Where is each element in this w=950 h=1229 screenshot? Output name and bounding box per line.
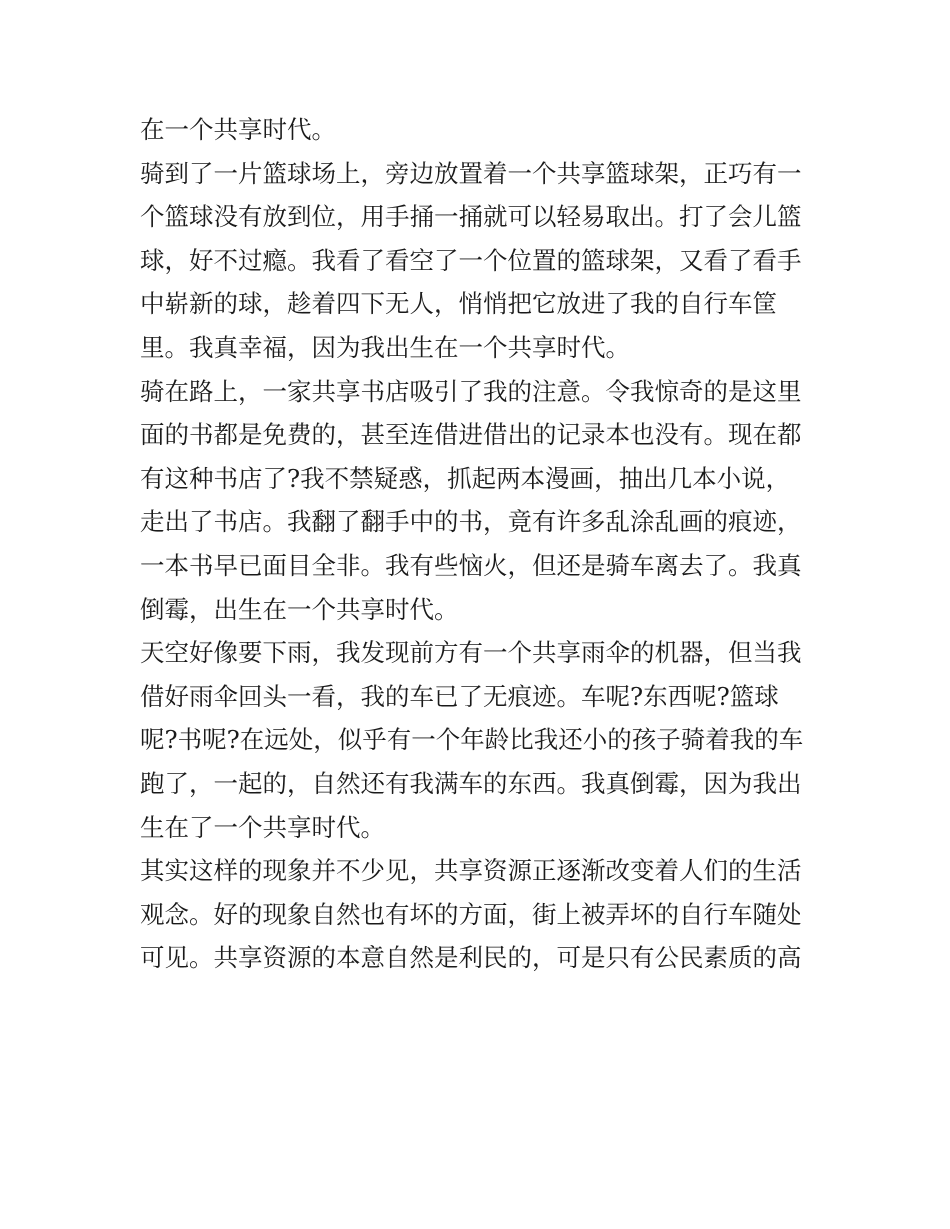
text-line: 面的书都是免费的，甚至连借进借出的记录本也没有。现在都 xyxy=(140,420,802,450)
text-line: 借好雨伞回头一看，我的车已了无痕迹。车呢?东西呢?篮球 xyxy=(140,681,779,711)
text-line: 生在了一个共享时代。 xyxy=(140,812,385,842)
text-line: 球，好不过瘾。我看了看空了一个位置的篮球架，又看了看手 xyxy=(140,245,802,275)
text-line: 其实这样的现象并不少见，共享资源正逐渐改变着人们的生活 xyxy=(140,856,802,886)
document-body xyxy=(140,108,820,980)
text-line: 观念。好的现象自然也有坏的方面，街上被弄坏的自行车随处 xyxy=(140,899,802,929)
text-line: 一本书早已面目全非。我有些恼火，但还是骑车离去了。我真 xyxy=(140,550,802,580)
text-line: 骑到了一片篮球场上，旁边放置着一个共享篮球架，正巧有一 xyxy=(140,158,802,188)
text-line: 里。我真幸福，因为我出生在一个共享时代。 xyxy=(140,332,630,362)
text-line: 中崭新的球，趁着四下无人，悄悄把它放进了我的自行车筐 xyxy=(140,289,777,319)
text-line: 骑在路上，一家共享书店吸引了我的注意。令我惊奇的是这里 xyxy=(140,376,802,406)
text-line: 可见。共享资源的本意自然是利民的，可是只有公民素质的高 xyxy=(140,943,802,973)
text-line: 个篮球没有放到位，用手捅一捅就可以轻易取出。打了会儿篮 xyxy=(140,202,802,232)
text-line: 走出了书店。我翻了翻手中的书，竟有许多乱涂乱画的痕迹， xyxy=(140,507,802,537)
text-line: 有这种书店了?我不禁疑惑，抓起两本漫画，抽出几本小说， xyxy=(140,463,791,493)
text-line: 在一个共享时代。 xyxy=(140,115,336,144)
text-line: 天空好像要下雨，我发现前方有一个共享雨伞的机器，但当我 xyxy=(140,638,802,668)
text-line: 倒霉，出生在一个共享时代。 xyxy=(140,594,459,624)
text-line: 跑了，一起的，自然还有我满车的东西。我真倒霉，因为我出 xyxy=(140,768,802,798)
text-line: 呢?书呢?在远处，似乎有一个年龄比我还小的孩子骑着我的车 xyxy=(140,725,804,755)
